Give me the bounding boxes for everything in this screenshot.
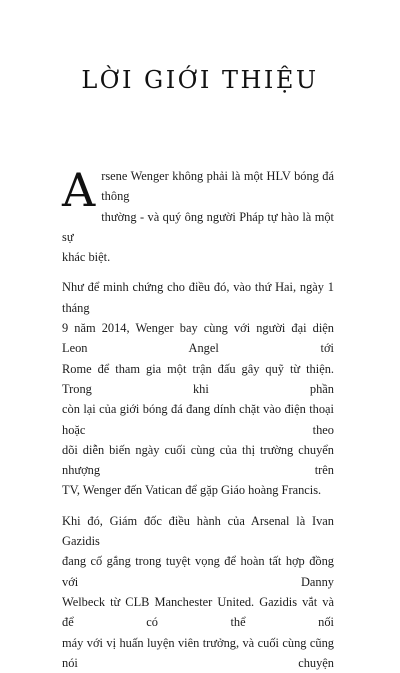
paragraph-line: dõi diễn biến ngày cuối cùng của thị trường chuyển nhượng trên <box>62 442 334 478</box>
paragraph-line: TV, Wenger đến Vatican để gặp Giáo hoàng Francis. <box>62 483 322 498</box>
paragraph-2 <box>62 277 334 500</box>
paragraph-line: Rome để tham gia một trận đấu gây quỹ từ thiện. Trong khi phần <box>62 361 334 396</box>
chapter-title: LỜI GIỚI THIỆU <box>81 66 319 94</box>
paragraph-line: Welbeck từ CLB Manchester United. Gazidis vắt và để có thể nối <box>62 594 334 630</box>
paragraph-line: Khi đó, Giám đốc điều hành của Arsenal là Ivan Gazidis <box>62 513 334 549</box>
paragraph-line: rsene Wenger không phải là một HLV bóng đá thông <box>101 169 334 204</box>
paragraph-line: còn lại của giới bóng đá đang dính chặt vào điện thoại hoặc theo <box>62 402 334 437</box>
paragraph-line: Như để minh chứng cho điều đó, vào thứ Hai, ngày 1 tháng <box>62 280 334 315</box>
paragraph-line: đang cố gắng trong tuyệt vọng để hoàn tất hợp đồng với Danny <box>62 554 334 589</box>
drop-cap: A <box>62 163 96 217</box>
paragraph-line: khác biệt. <box>62 250 111 265</box>
paragraph-1 <box>62 163 334 267</box>
paragraph-line: máy với vị huấn luyện viên trưởng, và cuối cùng cũng nói chuyện <box>62 635 334 670</box>
paragraph-line: 9 năm 2014, Wenger bay cùng với người đại diện Leon Angel tới <box>62 321 334 356</box>
paragraph-line: thường - và quý ông người Pháp tự hào là một sự <box>62 209 334 244</box>
body-text <box>62 163 334 673</box>
paragraph-3 <box>62 511 334 673</box>
